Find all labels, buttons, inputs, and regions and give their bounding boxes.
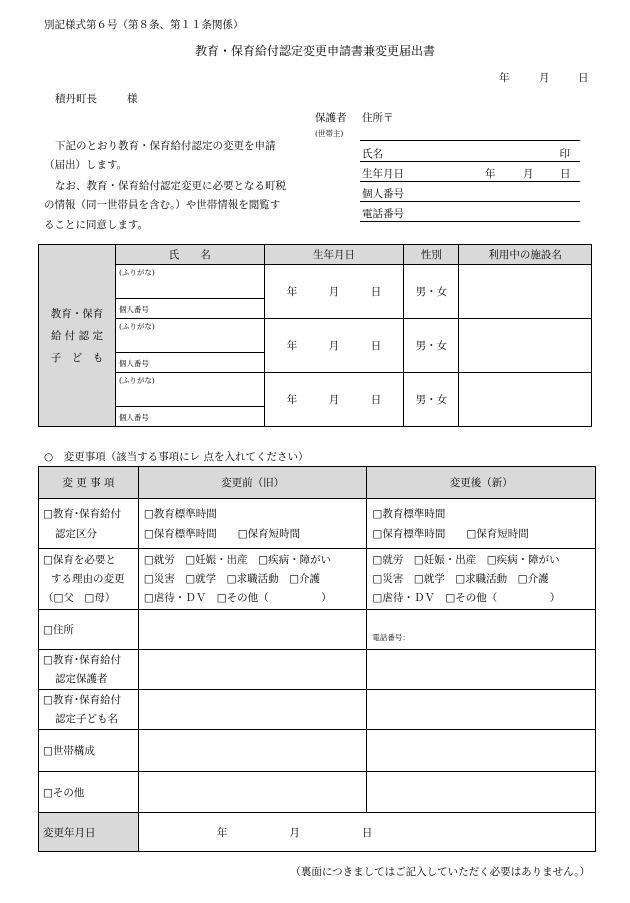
change-date-year: 年 <box>216 826 228 839</box>
child-2-name[interactable] <box>115 333 264 353</box>
intro-line-3: なお、教育・保育給付認定変更に必要となる町税 <box>55 180 286 192</box>
personal-number-label: 個人番号 <box>118 304 149 314</box>
birth-month-label: 月 <box>328 394 340 406</box>
reason-before-line1: □就労 □妊娠・出産 □疾病・障がい <box>143 553 332 566</box>
reason-after-line1: □就労 □妊娠・出産 □疾病・障がい <box>372 553 560 566</box>
address-after-cell[interactable] <box>367 610 596 650</box>
category-after-standard-edu[interactable]: □教育標準時間 <box>372 507 446 520</box>
guardian-phone-field[interactable] <box>360 206 580 222</box>
child-1-name[interactable] <box>115 279 264 299</box>
child-3-name[interactable] <box>115 387 264 407</box>
reason-label-line3: （□父 □母） <box>43 591 116 604</box>
guardian-personal-number-label: 個人番号 <box>362 188 404 200</box>
reason-after-line2: □災害 □就学 □求職活動 □介護 <box>372 572 549 585</box>
other-before-cell[interactable] <box>138 772 367 813</box>
birth-year-label: 年 <box>286 286 298 298</box>
child-1-personal-number[interactable] <box>115 299 264 319</box>
category-after-short-care[interactable]: □保育短時間 <box>466 527 529 540</box>
child-before-cell[interactable] <box>138 690 367 730</box>
household-before-cell[interactable] <box>138 730 367 772</box>
row-household-label: □世帯構成 <box>39 730 139 772</box>
guardian-change-label-line2: 認定保護者 <box>55 672 108 685</box>
personal-number-label: 個人番号 <box>118 412 149 422</box>
reason-after-cell[interactable] <box>367 549 596 610</box>
guardian-after-cell[interactable] <box>367 650 596 690</box>
child-3-sex[interactable]: 男・女 <box>404 373 459 427</box>
child-1-sex[interactable]: 男・女 <box>404 265 459 319</box>
guardian-address-label: 住所〒 <box>362 112 394 124</box>
child-2-sex[interactable]: 男・女 <box>404 319 459 373</box>
child-1-birth[interactable] <box>264 265 404 319</box>
seal-label: 印 <box>559 148 570 160</box>
change-date-month: 月 <box>289 826 300 839</box>
intro-line-1: 下記のとおり教育・保育給付認定の変更を申請 <box>55 140 276 152</box>
category-after-cell <box>367 499 596 549</box>
reason-before-line3: □虐待・ＤＶ □その他（ ） <box>143 591 332 604</box>
guardian-birth-label: 生年月日 <box>362 168 404 180</box>
category-after-standard-care[interactable]: □保育標準時間 <box>372 527 446 540</box>
personal-number-label: 個人番号 <box>118 358 149 368</box>
guardian-birth-month: 月 <box>523 168 534 180</box>
header-name: 氏 名 <box>115 245 264 265</box>
child-3-birth[interactable] <box>264 373 404 427</box>
child-3-personal-number[interactable] <box>115 407 264 427</box>
furigana-label: (ふりがな) <box>118 267 155 277</box>
category-before-standard-care[interactable]: □保育標準時間 <box>143 527 217 540</box>
category-before-short-care[interactable]: □保育短時間 <box>237 527 301 540</box>
address-before-cell[interactable] <box>138 610 367 650</box>
category-label-line1: □教育･保育給付 <box>43 507 122 520</box>
row-reason-label <box>39 549 139 610</box>
guardian-name-field[interactable] <box>360 146 580 162</box>
child-1-facility[interactable] <box>459 265 592 319</box>
page-title: 教育・保育給付認定変更申請書兼変更届出書 <box>194 44 435 58</box>
guardian-birth-year: 年 <box>485 168 496 180</box>
child-3-furigana[interactable] <box>115 373 264 387</box>
intro-line-4: の情報（同一世帯員を含む。）や世帯情報を閲覧す <box>44 199 281 211</box>
guardian-personal-number-field[interactable] <box>360 186 580 202</box>
guardian-name-label: 氏名 <box>362 148 383 160</box>
reason-before-cell[interactable] <box>138 549 367 610</box>
date-month: 月 <box>539 72 550 84</box>
header-before: 変更前（旧） <box>138 467 367 499</box>
header-birth: 生年月日 <box>264 245 404 265</box>
birth-year-label: 年 <box>286 340 298 352</box>
children-label-line3: 子 ど も <box>50 351 104 364</box>
birth-month-label: 月 <box>328 286 340 298</box>
reason-after-line3: □虐待・ＤＶ □その他（ ） <box>372 591 561 604</box>
date-day: 日 <box>578 72 589 84</box>
category-before-cell <box>138 499 367 549</box>
guardian-sub-label: (世帯主) <box>315 129 344 138</box>
header-sex: 性別 <box>404 245 459 265</box>
birth-year-label: 年 <box>286 394 298 406</box>
reason-label-line2: する理由の変更 <box>51 572 125 585</box>
address-phone-label: 電話番号： <box>372 633 410 642</box>
intro-line-5: ることに同意します。 <box>44 219 149 231</box>
header-after: 変更後（新） <box>367 467 596 499</box>
guardian-before-cell[interactable] <box>138 650 367 690</box>
row-change-date-label: 変更年月日 <box>39 813 139 852</box>
header-change-item: 変 更 事 項 <box>39 467 139 499</box>
header-facility: 利用中の施設名 <box>459 245 592 265</box>
guardian-change-label-line1: □教育･保育給付 <box>43 653 122 666</box>
guardian-address-line[interactable] <box>360 140 580 141</box>
reason-before-line2: □災害 □就学 □求職活動 □介護 <box>143 572 321 585</box>
change-date-day: 日 <box>361 826 373 839</box>
other-after-cell[interactable] <box>367 772 596 813</box>
child-3-facility[interactable] <box>459 373 592 427</box>
changes-table <box>38 466 596 852</box>
child-change-label-line1: □教育･保育給付 <box>43 693 122 706</box>
changes-heading: ○ 変更事項（該当する事項にレ 点を入れてください） <box>44 451 309 463</box>
guardian-label: 保護者 <box>315 112 347 124</box>
form-number: 別記様式第６号（第８条、第１１条関係） <box>44 19 244 31</box>
row-address-label: □住所 <box>39 610 139 650</box>
child-2-furigana[interactable] <box>115 319 264 333</box>
addressee-name: 積丹町長 <box>55 93 97 105</box>
child-2-facility[interactable] <box>459 319 592 373</box>
footer-note: （裏面につきましてはご記入していただく必要はありません。） <box>290 866 590 878</box>
guardian-birth-field[interactable] <box>360 166 580 182</box>
child-1-furigana[interactable] <box>115 265 264 279</box>
change-date-cell[interactable] <box>138 813 595 852</box>
children-table <box>38 244 592 427</box>
birth-day-label: 日 <box>370 340 382 352</box>
furigana-label: (ふりがな) <box>118 321 155 331</box>
birth-day-label: 日 <box>370 394 382 406</box>
row-child-label <box>39 690 139 730</box>
category-label-line2: 認定区分 <box>55 527 97 540</box>
guardian-phone-label: 電話番号 <box>362 208 404 220</box>
child-2-personal-number[interactable] <box>115 353 264 373</box>
reason-label-line1: □保育を必要と <box>43 553 116 566</box>
birth-month-label: 月 <box>328 340 340 352</box>
child-change-label-line2: 認定子ども名 <box>55 712 118 725</box>
row-other-label: □その他 <box>39 772 139 813</box>
intro-line-2: （届出）します。 <box>44 159 128 171</box>
category-before-standard-edu[interactable]: □教育標準時間 <box>143 507 217 520</box>
guardian-birth-day: 日 <box>560 168 571 180</box>
children-label-line1: 教育・保育 <box>50 307 104 320</box>
birth-day-label: 日 <box>370 286 382 298</box>
children-label-line2: 給 付 認 定 <box>50 329 103 342</box>
child-after-cell[interactable] <box>367 690 596 730</box>
row-category-label <box>39 499 139 549</box>
furigana-label: (ふりがな) <box>118 375 155 385</box>
date-year: 年 <box>499 72 510 84</box>
household-after-cell[interactable] <box>367 730 596 772</box>
child-2-birth[interactable] <box>264 319 404 373</box>
children-row-label <box>39 245 116 427</box>
row-guardian-label <box>39 650 139 690</box>
addressee-honorific: 様 <box>127 93 138 105</box>
